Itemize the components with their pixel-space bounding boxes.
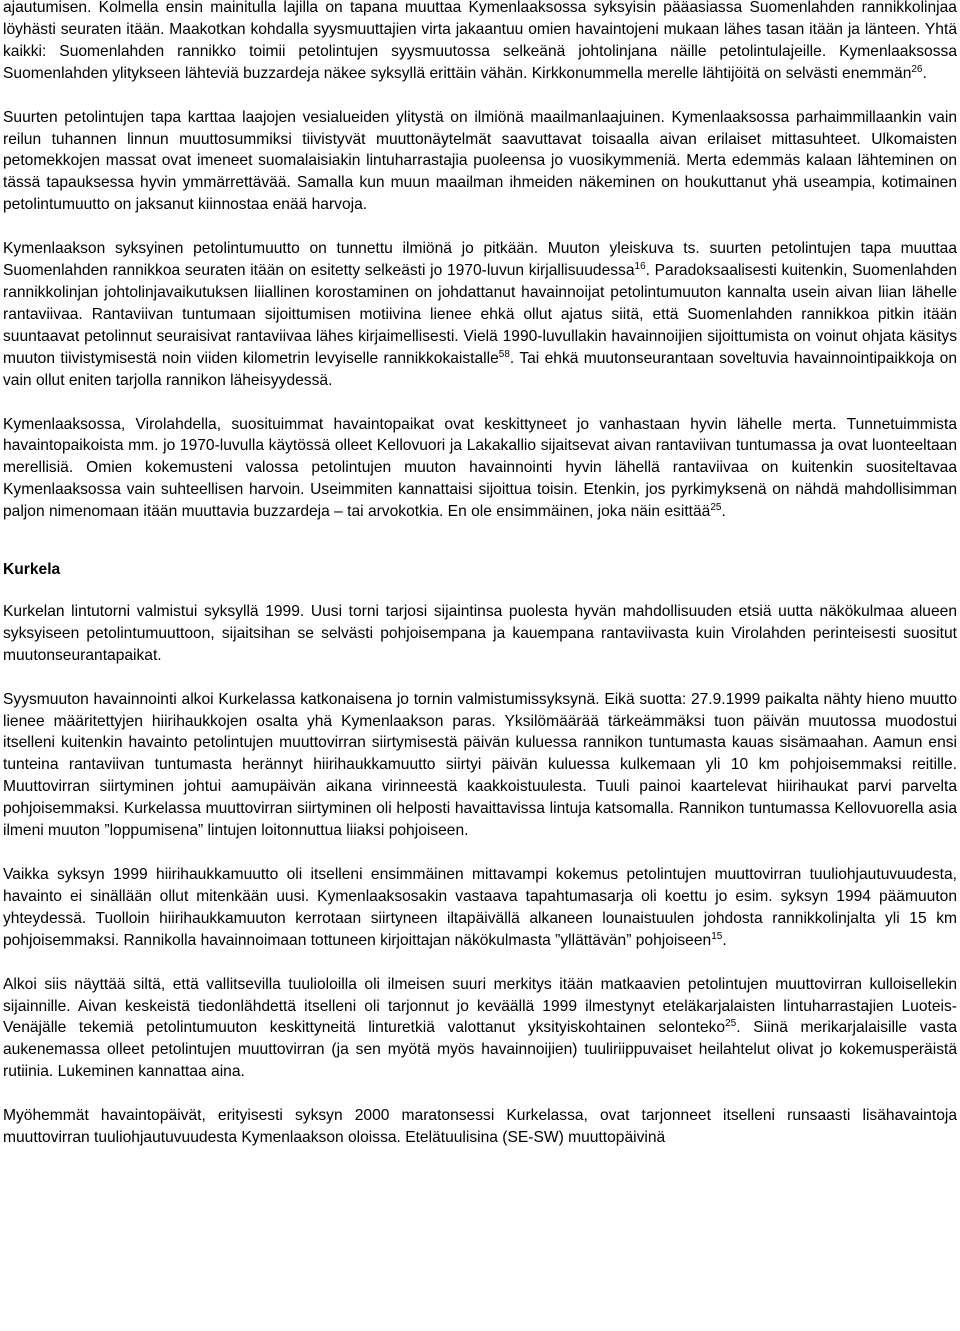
paragraph-1-text-b: . [922,64,927,82]
paragraph-9-text: Myöhemmät havaintopäivät, erityisesti syksyn 2000 maratonsessi Kurkelassa, ovat tarjonneet itselleni runsaasti lisähavaintoja muuttovirran tuuliohjautuvuudesta Kymenlaakson oloissa. Etelätuulisina (SE-SW) muuttopäivinä [3,1107,957,1147]
paragraph-5 [3,601,957,667]
paragraph-3 [3,238,957,391]
paragraph-7-text-a: Vaikka syksyn 1999 hiirihaukkamuutto oli itselleni ensimmäinen mittavampi kokemus petolintujen muuttovirran tuuliohjautuvuudesta, havainto ei sinällään ollut mitenkään uusi. Kymenlaaksosakin vastaava tapahtumasarja oli koettu jo esim. syksyn 1994 päämuuton yhteydessä. Tuolloin hiirihaukkamuuton kerrotaan siirtyneen iltapäivällä alkaneen lounaistuulen johdosta rannikkolinjalta yli 15 km pohjoisemmaksi. Rannikolla havainnoimaan tottuneen kirjoittajan näkökulmasta ”yllättävän” pohjoiseen [3,866,957,949]
paragraph-2 [3,107,957,217]
footnote-ref-16: 16 [634,261,646,273]
paragraph-8-text-b: . Siinä merikarjalaisille vasta aukenemassa olleet petolintujen muuttovirran (ja sen myötä myös havainnoijien) tuuliriippuvaiset heilahtelut olivat jo kokemusperäistä rutiinia. Lukeminen kannattaa aina. [3,1019,958,1081]
footnote-ref-25b: 25 [725,1018,737,1030]
paragraph-6 [3,689,957,842]
paragraph-3-text-b: . Paradoksaalisesti kuitenkin, Suomenlahden rannikkolinjan johtolinjavaikutuksen liiallinen korostaminen on johdattanut havainnoijat petolintumuuton kannalta usein aivan liian lähelle rantaviivaa. Rantaviivan tuntumaan sijoittumisen motiivina lienee ehkä ollut ajatus siitä, että Suomenlahden rannikkoa pitkin itään suuntaavat petolinnut seuraisivat rantaviivaa lähes kirjaimellisesti. Vielä 1990-luvullakin havainnoijien sijoittumista on voinut ohjata käsitys muuton tiivistymisestä noin viiden kilometrin levyiselle rannikkokaistalle [3,262,957,367]
paragraph-7-text-b: . [722,931,727,949]
paragraph-8-text-a: Alkoi siis näyttää siltä, että vallitsevilla tuulioloilla oli ilmeisen suuri merkitys itään matkaavien petolintujen muuttovirran kulloisellekin sijainnille. Aivan keskeistä tiedonlähdettä itselleni oli tarjonnut jo keväällä 1999 ilmestynyt eteläkarjalaisten lintuharrastajien Luoteis-Venäjälle tekemiä petolintumuuton keskittyneitä linturetkiä valottanut yksityiskohtainen selonteko [3,975,957,1037]
paragraph-6-text: Syysmuuton havainnointi alkoi Kurkelassa katkonaisena jo tornin valmistumissyksynä. Eikä suotta: 27.9.1999 paikalta nähty hieno muutto lienee määritettyjen hiirihaukkojen osalta yhä Kymenlaakson paras. Yksilömäärää tärkeämmäksi tuon päivän muutossa muodostui itselleni kuitenkin havainto petolintujen muuttovirran siirtymisestä päivän kuluessa rannikon tuntumasta kauas sisämaahan. Aamun ensi tunteina rantaviivan tuntumasta herännyt hiirihaukkamuutto siirtyi päivän kuluessa kulkemaan yli 10 km pohjoisemmaksi reitille. Muuttovirran siirtyminen johtui aamupäivän aikana virinneestä kaakkoistuulesta. Tuuli painoi kaartelevat hiirihaukat parvi parvelta pohjoisemmaksi. Kurkelassa muuttovirran siirtyminen oli helposti havaittavissa lintuja katsomalla. Rannikon tuntumassa Kellovuorella asia ilmeni muuton ”loppumisena” lintujen loitonnuttua liiaksi pohjoiseen. [3,690,957,840]
paragraph-4-text-a: Kymenlaaksossa, Virolahdella, suosituimmat havaintopaikat ovat keskittyneet jo vanhastaan hyvin lähelle merta. Tunnetuimmista havaintopaikoista mm. jo 1970-luvulla käytössä olleet Kellovuori ja Lakakallio sijaitsevat aivan rantaviivan tuntumassa ja ovat luonteeltaan merellisiä. Omien kokemusteni valossa petolintujen muuton havainnointi hyvin lähellä rantaviivaa on kuitenkin suositeltavaa Kymenlaaksossa vain suhteellisen harvoin. Useimmiten kannattaisi sijoittua toisin. Etenkin, jos pyrkimyksenä on nähdä mahdollisimman paljon nimenomaan itään muuttavia buzzardeja – tai arvokotkia. En ole ensimmäinen, joka näin esittää [3,415,957,521]
footnote-ref-15: 15 [711,930,723,942]
paragraph-4-text-b: . [721,503,726,521]
section-heading: Kurkela [3,561,61,579]
paragraph-9 [3,1105,957,1149]
footnote-ref-25: 25 [710,502,722,514]
paragraph-7 [3,864,957,952]
footnote-ref-58: 58 [498,348,510,360]
paragraph-3-text-a: Kymenlaakson syksyinen petolintumuutto on tunnettu ilmiönä jo pitkään. Muuton yleiskuva ts. suurten petolintujen tapa muuttaa Suomenlahden rannikkoa seuraten itään on esitetty selkeästi jo 1970-luvun kirjallisuudessa [3,240,957,280]
paragraph-1-text-a: ajautumisen. Kolmella ensin mainitulla lajilla on tapana muuttaa Kymenlaaksossa syksyisin pääasiassa Suomenlahden rannikkolinjaa löyhästi seuraten itään. Maakotkan kohdalla syysmuuttajien virta jakaantuu omien havaintojeni mukaan lähes tasan itään ja länteen. Yhtä kaikki: Suomenlahden rannikko toimii petolintujen syysmuutossa selkeänä johtolinjana näille petolintulajeille. Kymenlaaksossa Suomenlahden ylitykseen lähteviä buzzardeja näkee syksyllä erittäin vähän. Kirkkonummella merelle lähtijöitä on selvästi enemmän [3,0,957,82]
paragraph-8 [3,974,957,1084]
paragraph-1 [3,0,957,85]
paragraph-2-text: Suurten petolintujen tapa karttaa laajojen vesialueiden ylitystä on ilmiönä maailmanlaajuinen. Kymenlaaksossa parhaimmillaankin vain reilun tuhannen linnun muuttosummiksi tiivistyvät muuttonäytelmät saavuttavat toisaalla aivan erilaiset mittasuhteet. Ulkomaisten petomekkojen massat ovat imeneet suomalaisiakin lintuharrastajia puoleensa jo vuosikymmeniä. Merta edemmäs kalaan lähteminen on tässä tapauksessa hyvin ymmärrettävää. Samalla kun muun maailman ihmeiden näkeminen on houkuttanut yhä useampia, kotimainen petolintumuutto on jaksanut kiinnostaa enää harvoja. [3,108,957,214]
paragraph-5-text: Kurkelan lintutorni valmistui syksyllä 1999. Uusi torni tarjosi sijaintinsa puolesta hyvän mahdollisuuden etsiä uutta näkökulmaa alueen syksyiseen petolintumuuttoon, sijaitsihan se selvästi pohjoisempana ja kauempana rantaviivasta kuin Virolahden perinteisesti suositut muutonseurantapaikat. [3,602,957,664]
paragraph-4 [3,414,957,524]
footnote-ref-26: 26 [911,63,923,75]
paragraph-3-text-c: . Tai ehkä muutonseurantaan soveltuvia havainnointipaikkoja on vain ollut eniten tarjolla rannikon läheisyydessä. [3,349,957,389]
document-page [3,0,957,1149]
